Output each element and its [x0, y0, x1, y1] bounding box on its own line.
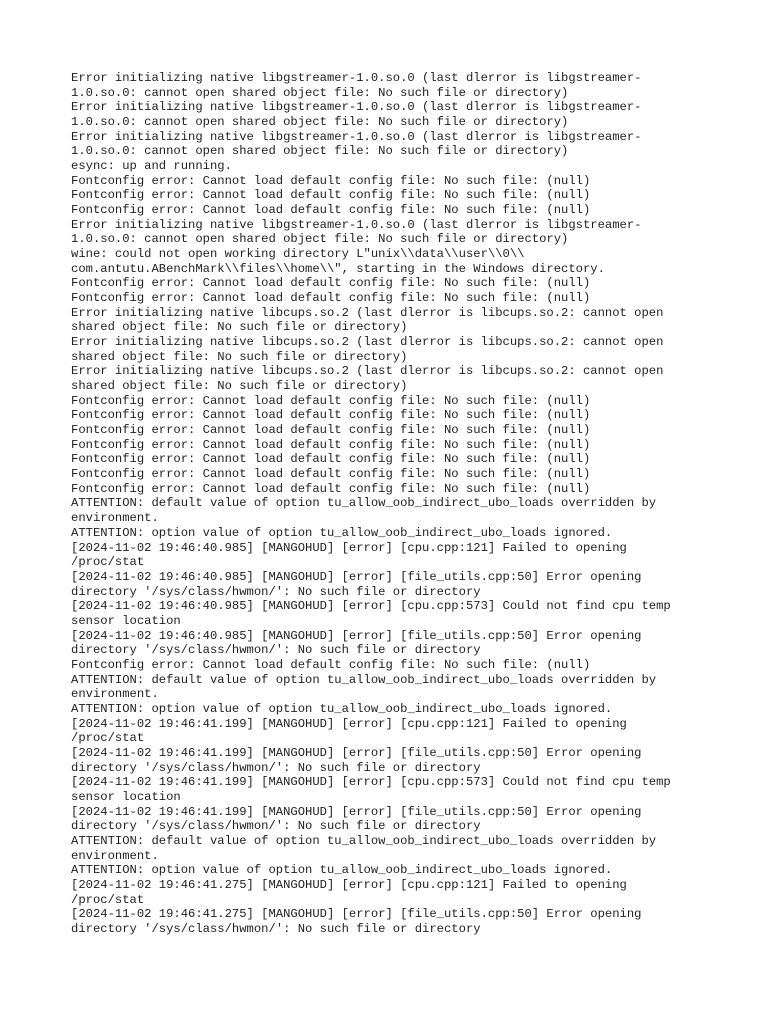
log-line: environment.: [71, 511, 159, 526]
log-line: directory '/sys/class/hwmon/': No such file or directory: [71, 760, 481, 775]
log-line: ATTENTION: option value of option tu_allow_oob_indirect_ubo_loads ignored.: [71, 863, 613, 878]
log-line: /proc/stat: [71, 892, 145, 907]
log-line: ATTENTION: option value of option tu_allow_oob_indirect_ubo_loads ignored.: [71, 525, 613, 540]
log-line: directory '/sys/class/hwmon/': No such file or directory: [71, 643, 481, 658]
log-line: Fontconfig error: Cannot load default config file: No such file: (null): [71, 291, 591, 306]
log-line: [2024-11-02 19:46:41.275] [MANGOHUD] [error] [file_utils.cpp:50] Error opening: [71, 907, 642, 922]
log-line: Error initializing native libcups.so.2 (last dlerror is libcups.so.2: cannot open: [71, 335, 664, 350]
log-line: [2024-11-02 19:46:40.985] [MANGOHUD] [error] [file_utils.cpp:50] Error opening: [71, 628, 642, 643]
log-line: [2024-11-02 19:46:41.199] [MANGOHUD] [error] [cpu.cpp:573] Could not find cpu temp: [71, 775, 671, 790]
log-line: wine: could not open working directory L"unix\\data\\user\\0\\: [71, 247, 525, 262]
log-line: Fontconfig error: Cannot load default config file: No such file: (null): [71, 467, 591, 482]
log-line: [2024-11-02 19:46:40.985] [MANGOHUD] [error] [file_utils.cpp:50] Error opening: [71, 569, 642, 584]
log-line: 1.0.so.0: cannot open shared object file: No such file or directory): [71, 232, 569, 247]
log-line: [2024-11-02 19:46:40.985] [MANGOHUD] [error] [cpu.cpp:121] Failed to opening: [71, 540, 627, 555]
log-line: environment.: [71, 848, 159, 863]
log-line: Fontconfig error: Cannot load default config file: No such file: (null): [71, 481, 591, 496]
log-line: Fontconfig error: Cannot load default config file: No such file: (null): [71, 423, 591, 438]
log-line: 1.0.so.0: cannot open shared object file: No such file or directory): [71, 115, 569, 130]
log-line: shared object file: No such file or directory): [71, 320, 408, 335]
log-line: Error initializing native libgstreamer-1.0.so.0 (last dlerror is libgstreamer-: [71, 129, 642, 144]
log-line: Error initializing native libgstreamer-1.0.so.0 (last dlerror is libgstreamer-: [71, 217, 642, 232]
log-line: [2024-11-02 19:46:41.199] [MANGOHUD] [error] [cpu.cpp:121] Failed to opening: [71, 716, 627, 731]
log-line: Error initializing native libgstreamer-1.0.so.0 (last dlerror is libgstreamer-: [71, 100, 642, 115]
log-line: Fontconfig error: Cannot load default config file: No such file: (null): [71, 203, 591, 218]
log-line: Error initializing native libcups.so.2 (last dlerror is libcups.so.2: cannot open: [71, 364, 664, 379]
log-line: 1.0.so.0: cannot open shared object file: No such file or directory): [71, 85, 569, 100]
log-line: 1.0.so.0: cannot open shared object file: No such file or directory): [71, 144, 569, 159]
log-line: Error initializing native libgstreamer-1.0.so.0 (last dlerror is libgstreamer-: [71, 71, 642, 85]
log-line: Fontconfig error: Cannot load default config file: No such file: (null): [71, 188, 591, 203]
log-line: [2024-11-02 19:46:41.199] [MANGOHUD] [error] [file_utils.cpp:50] Error opening: [71, 804, 642, 819]
log-line: shared object file: No such file or directory): [71, 349, 408, 364]
log-line: /proc/stat: [71, 555, 145, 570]
log-line: Fontconfig error: Cannot load default config file: No such file: (null): [71, 276, 591, 291]
log-line: sensor location: [71, 613, 181, 628]
log-line: Error initializing native libcups.so.2 (last dlerror is libcups.so.2: cannot open: [71, 305, 664, 320]
log-line: directory '/sys/class/hwmon/': No such file or directory: [71, 584, 481, 599]
terminal-log-output[interactable]: [71, 71, 701, 937]
log-line: [2024-11-02 19:46:41.199] [MANGOHUD] [error] [file_utils.cpp:50] Error opening: [71, 745, 642, 760]
log-line: /proc/stat: [71, 731, 145, 746]
log-line: ATTENTION: default value of option tu_allow_oob_indirect_ubo_loads overridden by: [71, 833, 657, 848]
log-line: directory '/sys/class/hwmon/': No such file or directory: [71, 819, 481, 834]
log-line: [2024-11-02 19:46:40.985] [MANGOHUD] [error] [cpu.cpp:573] Could not find cpu temp: [71, 599, 671, 614]
log-line: Fontconfig error: Cannot load default config file: No such file: (null): [71, 173, 591, 188]
log-line: sensor location: [71, 789, 181, 804]
log-line: shared object file: No such file or directory): [71, 379, 408, 394]
log-line: esync: up and running.: [71, 159, 232, 174]
log-line: com.antutu.ABenchMark\\files\\home\\", starting in the Windows directory.: [71, 261, 605, 276]
log-line: Fontconfig error: Cannot load default config file: No such file: (null): [71, 408, 591, 423]
log-line: ATTENTION: default value of option tu_allow_oob_indirect_ubo_loads overridden by: [71, 496, 657, 511]
log-line: ATTENTION: option value of option tu_allow_oob_indirect_ubo_loads ignored.: [71, 701, 613, 716]
log-line: directory '/sys/class/hwmon/': No such file or directory: [71, 921, 481, 936]
log-line: Fontconfig error: Cannot load default config file: No such file: (null): [71, 437, 591, 452]
log-line: Fontconfig error: Cannot load default config file: No such file: (null): [71, 452, 591, 467]
log-line: environment.: [71, 687, 159, 702]
log-line: Fontconfig error: Cannot load default config file: No such file: (null): [71, 393, 591, 408]
log-line: ATTENTION: default value of option tu_allow_oob_indirect_ubo_loads overridden by: [71, 672, 657, 687]
log-line: [2024-11-02 19:46:41.275] [MANGOHUD] [error] [cpu.cpp:121] Failed to opening: [71, 877, 627, 892]
log-line: Fontconfig error: Cannot load default config file: No such file: (null): [71, 657, 591, 672]
